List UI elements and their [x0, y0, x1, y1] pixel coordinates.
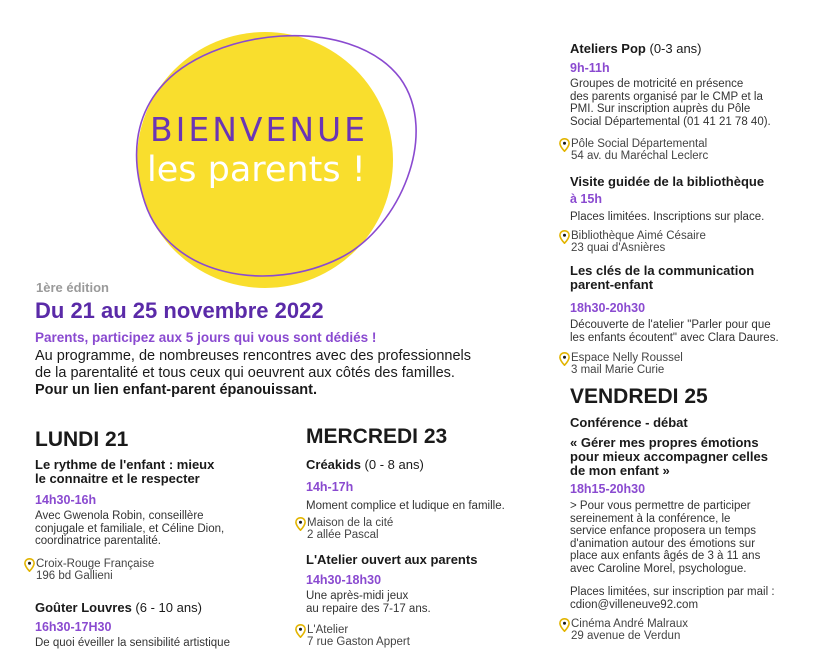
event-location [295, 517, 393, 541]
event-title-conference: Conférence - débat [570, 415, 688, 430]
location-pin-icon [295, 517, 306, 531]
intro-line-2: de la parentalité et tous ceux qui oeuvrent aux côtés des familles. [35, 365, 455, 381]
conference-quote [570, 436, 768, 478]
edition-label: 1ère édition [36, 280, 109, 295]
desc-line: avec Caroline Morel, psychologue. [570, 562, 747, 575]
event-title-line: Les clés de la communication [570, 263, 755, 278]
location-address: 54 av. du Maréchal Leclerc [571, 150, 709, 162]
registration-email: cdion@villeneuve92.com [570, 598, 699, 611]
desc-line: Une après-midi jeux [306, 590, 409, 602]
event-time: 18h30-20h30 [570, 301, 646, 315]
event-time: 18h15-20h30 [570, 482, 646, 496]
location-name: Cinéma André Malraux [571, 618, 688, 630]
location-address: 29 avenue de Verdun [571, 630, 681, 642]
desc-line: les enfants écoutent" avec Clara Daures. [570, 331, 779, 344]
location-pin-icon [559, 138, 570, 152]
desc-line: d'animation autour des émotions sur [570, 537, 756, 550]
day-heading-vendredi: VENDREDI 25 [570, 385, 708, 408]
intro-bold-line: Pour un lien enfant-parent épanouissant. [35, 382, 317, 398]
desc-line: Places limitées, sur inscription par mail : [570, 586, 775, 598]
location-pin-icon [295, 624, 306, 638]
desc-line: place aux enfants âgés de 3 à 11 ans [570, 550, 761, 562]
desc-line: des parents organisé par le CMP et la [570, 90, 763, 103]
event-description: De quoi éveiller la sensibilité artistique [35, 637, 230, 649]
desc-line: sereinement à la conférence, le [570, 512, 731, 525]
location-name: Pôle Social Départemental [571, 138, 708, 150]
desc-line: Social Départemental (01 41 21 78 40). [570, 115, 771, 128]
location-address: 23 quai d'Asnières [571, 242, 666, 254]
location-name: L'Atelier [307, 624, 349, 636]
event-time: 14h30-18h30 [306, 573, 382, 587]
event-dates: Du 21 au 25 novembre 2022 [35, 298, 324, 323]
location-pin-icon [559, 230, 570, 244]
event-description [570, 500, 830, 575]
quote-line: de mon enfant » [570, 463, 670, 478]
event-time: à 15h [570, 192, 602, 206]
event-title-ateliers-pop [570, 42, 702, 56]
event-location [559, 352, 683, 376]
quote-line: pour mieux accompagner celles [570, 449, 768, 464]
event-time: 14h30-16h [35, 493, 97, 507]
event-title-creakids [306, 458, 424, 472]
event-location [559, 230, 706, 254]
event-description [306, 590, 431, 615]
desc-line: au repaire des 7-17 ans. [306, 602, 431, 615]
event-title-text: Ateliers Pop [570, 41, 646, 56]
event-time: 9h-11h [570, 61, 610, 75]
event-title-line: parent-enfant [570, 277, 654, 292]
desc-line: conjugale et familiale, et Céline Dion, [35, 522, 225, 535]
intro-line-1: Au programme, de nombreuses rencontres avec des professionnels [35, 348, 472, 364]
event-description: Moment complice et ludique en famille. [306, 500, 505, 512]
event-description [570, 78, 825, 128]
event-description: Places limitées. Inscriptions sur place. [570, 211, 765, 223]
location-pin-icon [559, 352, 570, 366]
event-location [24, 558, 154, 582]
event-age-range: (6 - 10 ans) [135, 600, 202, 615]
event-location [295, 624, 410, 648]
desc-line: > Pour vous permettre de participer [570, 500, 751, 512]
event-time: 14h-17h [306, 480, 354, 494]
event-description [35, 510, 285, 548]
subtitle: Parents, participez aux 5 jours qui vous sont dédiés ! [35, 330, 377, 345]
location-pin-icon [24, 558, 35, 572]
registration-info [570, 586, 830, 611]
location-address: 7 rue Gaston Appert [307, 636, 410, 648]
event-title-text: Créakids [306, 457, 361, 472]
desc-line: coordinatrice parentalité. [35, 535, 161, 547]
location-address: 2 allée Pascal [307, 529, 379, 541]
event-title-visite: Visite guidée de la bibliothèque [570, 174, 765, 189]
desc-line: Groupes de motricité en présence [570, 78, 744, 90]
event-description [570, 319, 830, 344]
location-name: Maison de la cité [307, 517, 394, 529]
event-location [559, 618, 688, 642]
hero-title-bienvenue: BIENVENUE [150, 110, 369, 149]
event-title-line: le connaitre et le respecter [35, 471, 200, 486]
intro-paragraph [35, 348, 545, 399]
desc-line: Avec Gwenola Robin, conseillère [35, 510, 204, 522]
event-title-text: Goûter Louvres [35, 600, 132, 615]
event-age-range: (0 - 8 ans) [364, 457, 424, 472]
event-time: 16h30-17H30 [35, 620, 112, 634]
event-location [559, 138, 708, 162]
location-name: Espace Nelly Roussel [571, 352, 683, 364]
desc-line: Découverte de l'atelier "Parler pour que [570, 319, 771, 331]
event-title-line: Le rythme de l'enfant : mieux [35, 457, 215, 472]
day-heading-lundi: LUNDI 21 [35, 428, 129, 451]
location-name: Croix-Rouge Française [36, 558, 155, 570]
event-title-atelier: L'Atelier ouvert aux parents [306, 552, 478, 567]
quote-line: « Gérer mes propres émotions [570, 435, 759, 450]
day-heading-mercredi: MERCREDI 23 [306, 425, 448, 448]
location-name: Bibliothèque Aimé Césaire [571, 230, 706, 242]
event-title-cles [570, 264, 754, 292]
event-age-range: (0-3 ans) [649, 41, 702, 56]
event-title-rythme [35, 458, 214, 486]
hero-title-parents: les parents ! [147, 150, 366, 190]
location-pin-icon [559, 618, 570, 632]
desc-line: PMI. Sur inscription auprès du Pôle [570, 103, 751, 115]
location-address: 3 mail Marie Curie [571, 364, 665, 376]
event-title-gouter [35, 601, 202, 615]
location-address: 196 bd Gallieni [36, 570, 113, 582]
desc-line: service enfance proposera un temps [570, 525, 757, 537]
